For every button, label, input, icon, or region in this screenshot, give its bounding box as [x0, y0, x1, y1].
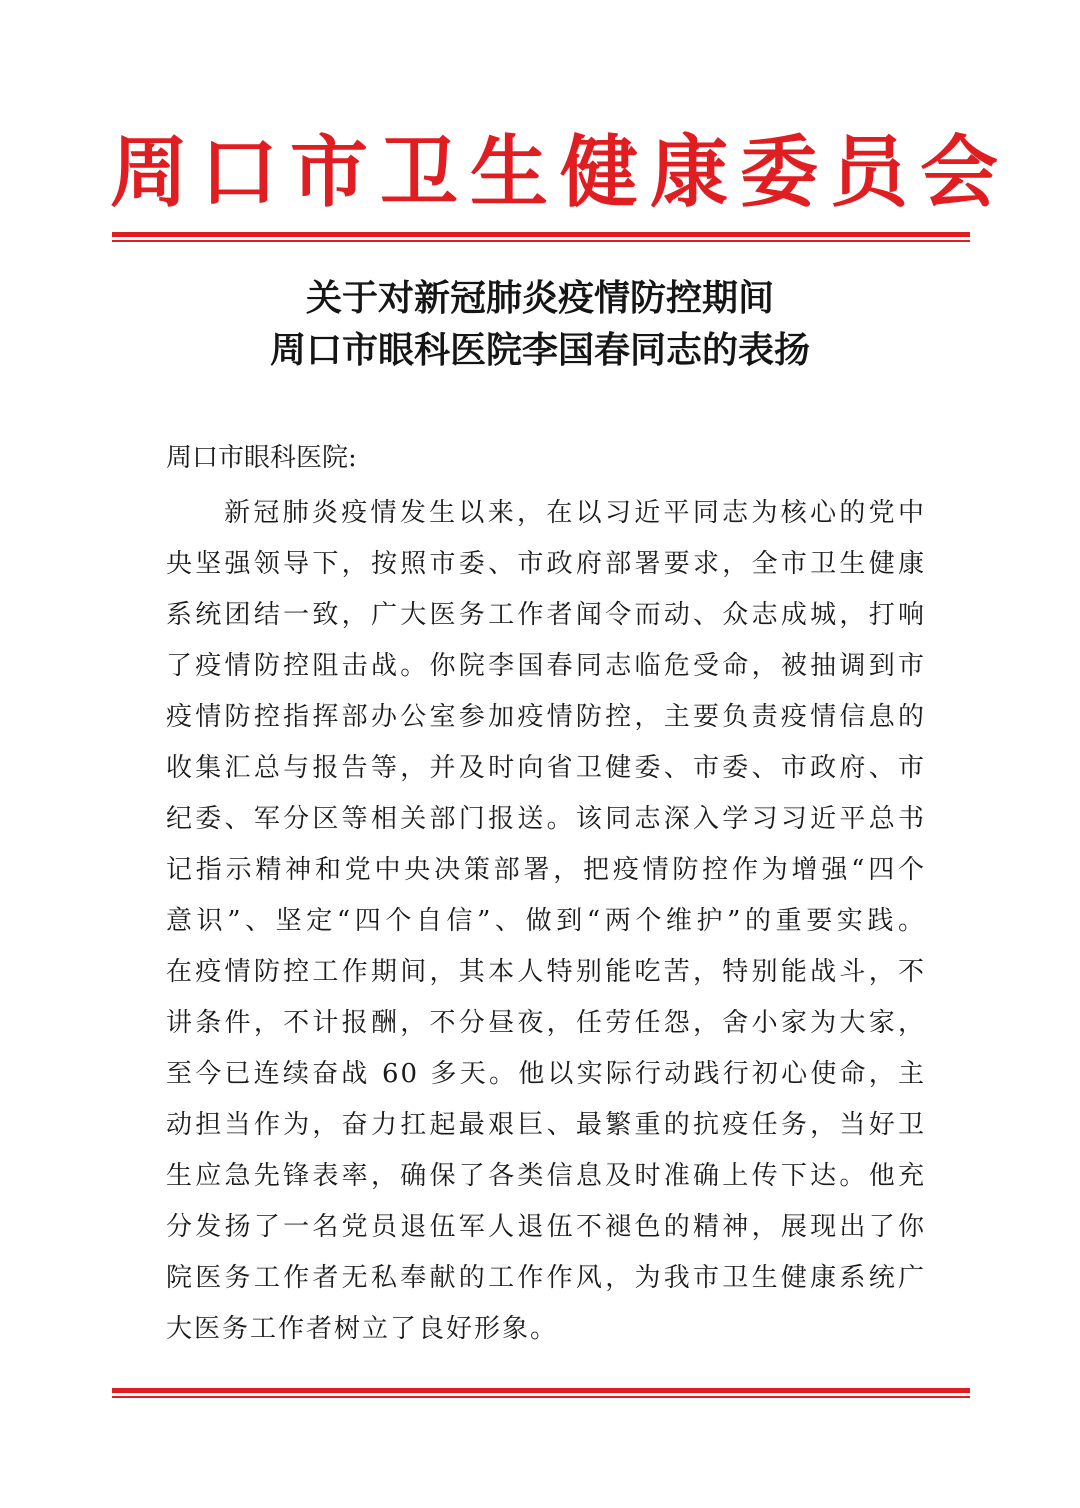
letterhead-divider-top: [112, 232, 970, 242]
body-line: 在疫情防控工作期间，其本人特别能吃苦，特别能战斗，不: [166, 957, 926, 987]
body-line: 记指示精神和党中央决策部署，把疫情防控作为增强“四个: [166, 855, 926, 885]
letterhead-org-name: 周口市卫生健康委员会: [110, 127, 1011, 218]
body-line: 生应急先锋表率，确保了各类信息及时准确上传下达。他充: [166, 1161, 926, 1191]
body-line: 了疫情防控阻击战。你院李国春同志临危受命，被抽调到市: [166, 651, 926, 681]
body-line: 至今已连续奋战 60 多天。他以实际行动践行初心使命，主: [166, 1059, 926, 1089]
document-title-line-2: 周口市眼科医院李国春同志的表扬: [269, 329, 810, 371]
body-line: 系统团结一致，广大医务工作者闻令而动、众志成城，打响: [166, 600, 926, 630]
body-line: 新冠肺炎疫情发生以来，在以习近平同志为核心的党中: [224, 498, 926, 528]
divider-thin-line: [112, 1396, 970, 1398]
document-title: [110, 272, 970, 376]
document-title-line-1: 关于对新冠肺炎疫情防控期间: [305, 277, 774, 319]
body-line: 央坚强领导下，按照市委、市政府部署要求，全市卫生健康: [166, 549, 926, 579]
body-line: 收集汇总与报告等，并及时向省卫健委、市委、市政府、市: [166, 753, 926, 783]
body-line: 讲条件，不计报酬，不分昼夜，任劳任怨，舍小家为大家，: [166, 1008, 926, 1038]
footer-divider: [112, 1388, 970, 1398]
divider-thin-line: [112, 240, 970, 242]
body-text: [166, 488, 926, 1355]
body-line: 分发扬了一名党员退伍军人退伍不褪色的精神，展现出了你: [166, 1212, 926, 1242]
divider-thick-line: [112, 1388, 970, 1393]
body-line: 院医务工作者无私奉献的工作作风，为我市卫生健康系统广: [166, 1263, 926, 1293]
divider-thick-line: [112, 232, 970, 237]
body-line: 大医务工作者树立了良好形象。: [166, 1314, 559, 1344]
body-line: 意识”、坚定“四个自信”、做到“两个维护”的重要实践。: [166, 906, 926, 936]
body-line: 动担当作为，奋力扛起最艰巨、最繁重的抗疫任务，当好卫: [166, 1110, 926, 1140]
body-line: 纪委、军分区等相关部门报送。该同志深入学习习近平总书: [166, 804, 926, 834]
salutation: 周口市眼科医院:: [166, 443, 357, 473]
body-line: 疫情防控指挥部办公室参加疫情防控，主要负责疫情信息的: [166, 702, 926, 732]
